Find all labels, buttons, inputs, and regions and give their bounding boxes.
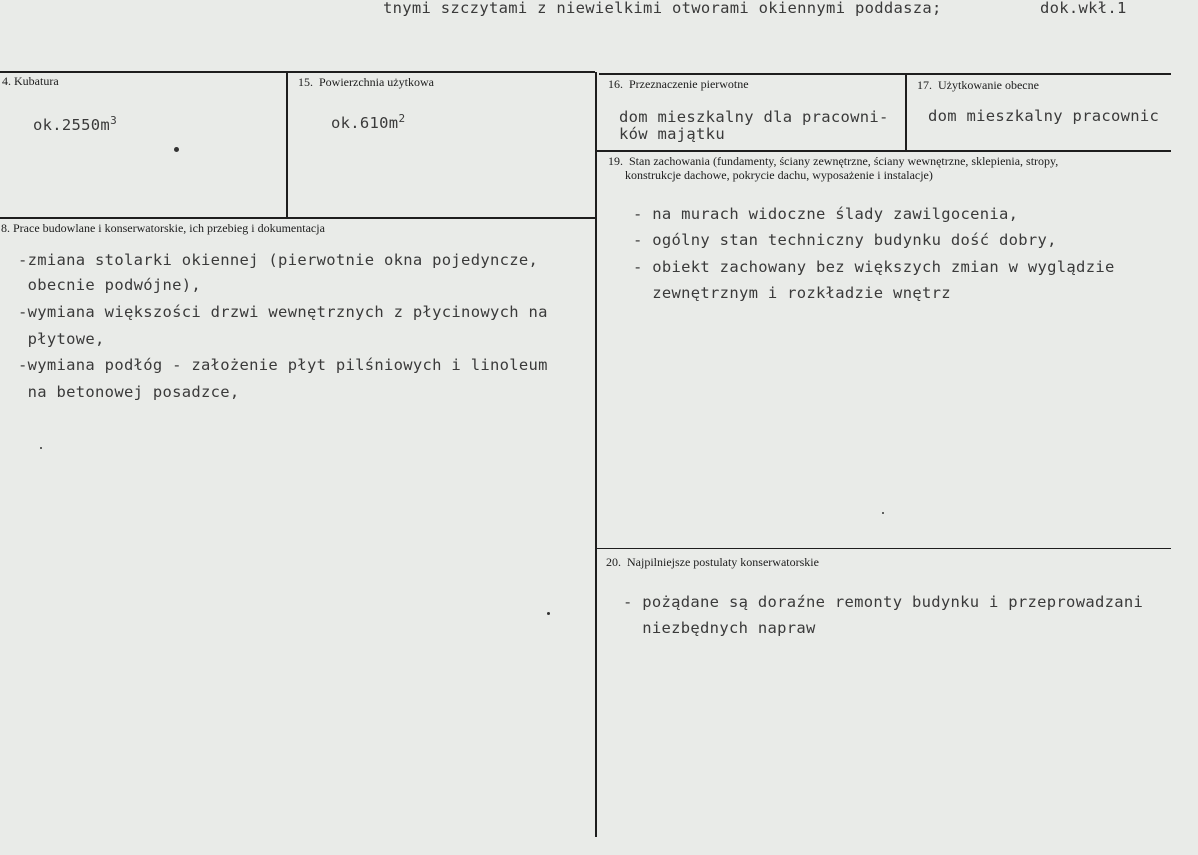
rule-18-top (0, 217, 597, 219)
ink-speck (40, 447, 42, 449)
prace-line: -wymiana podłóg - założenie płyt pilśniowych i linoleum (18, 356, 548, 374)
rule-20-top (597, 548, 1171, 549)
prace-line: płytowe, (18, 330, 105, 348)
prace-line: -wymiana większości drzwi wewnętrznych z płycinowych na (18, 303, 548, 321)
ink-speck (547, 612, 550, 615)
label-uzytkowanie: 17. Użytkowanie obecne (917, 78, 1039, 92)
stan-line: - ogólny stan techniczny budynku dość dobry, (633, 231, 1057, 249)
postulaty-line: - pożądane są doraźne remonty budynku i przeprowadzani (623, 593, 1144, 611)
ink-dot (174, 147, 179, 152)
divider-16-17 (905, 74, 907, 150)
label-stan-zachowania: 19. Stan zachowania (fundamenty, ściany zewnętrzne, ściany wewnętrzne, sklepienia, stropy, (608, 154, 1059, 168)
divider-main (595, 72, 597, 837)
label-powierzchnia: 15. Powierzchnia użytkowa (298, 75, 434, 89)
label-przeznaczenie: 16. Przeznaczenie pierwotne (608, 77, 749, 91)
label-prace-budowlane: 8. Prace budowlane i konserwatorskie, ich przebieg i dokumentacja (1, 221, 325, 235)
ink-speck (882, 512, 884, 514)
label-stan-zachowania-cont: konstrukcje dachowe, pokrycie dachu, wyposażenie i instalacje) (625, 168, 933, 182)
document-ref: dok.wkł.1 (1040, 0, 1127, 17)
value-przeznaczenie-line1: dom mieszkalny dla pracowni- (619, 108, 889, 126)
rule-19-top (597, 150, 1171, 152)
value-uzytkowanie: dom mieszkalny pracownic (928, 107, 1160, 125)
value-powierzchnia: $ok.610m^2$ (331, 112, 406, 133)
stan-line: zewnętrznym i rozkładzie wnętrz (633, 284, 951, 302)
prace-line: -zmiana stolarki okiennej (pierwotnie okna pojedyncze, (18, 251, 539, 269)
value-kubatura: $ok.2550m^3$ (33, 114, 117, 135)
label-postulaty: 20. Najpilniejsze postulaty konserwatorskie (606, 555, 819, 569)
label-kubatura: 4. Kubatura (2, 74, 59, 88)
rule-top-left (0, 71, 595, 73)
prace-line: na betonowej posadzce, (18, 383, 240, 401)
stan-line: - na murach widoczne ślady zawilgocenia, (633, 205, 1019, 223)
rule-top-right (599, 73, 1171, 75)
postulaty-line: niezbędnych napraw (623, 619, 816, 637)
stan-line: - obiekt zachowany bez większych zmian w wyglądzie (633, 258, 1115, 276)
divider-14-15 (286, 72, 288, 218)
continuation-line: tnymi szczytami z niewielkimi otworami okiennymi poddasza; (383, 0, 942, 17)
prace-line: obecnie podwójne), (18, 276, 202, 294)
value-przeznaczenie-line2: ków majątku (619, 125, 725, 143)
